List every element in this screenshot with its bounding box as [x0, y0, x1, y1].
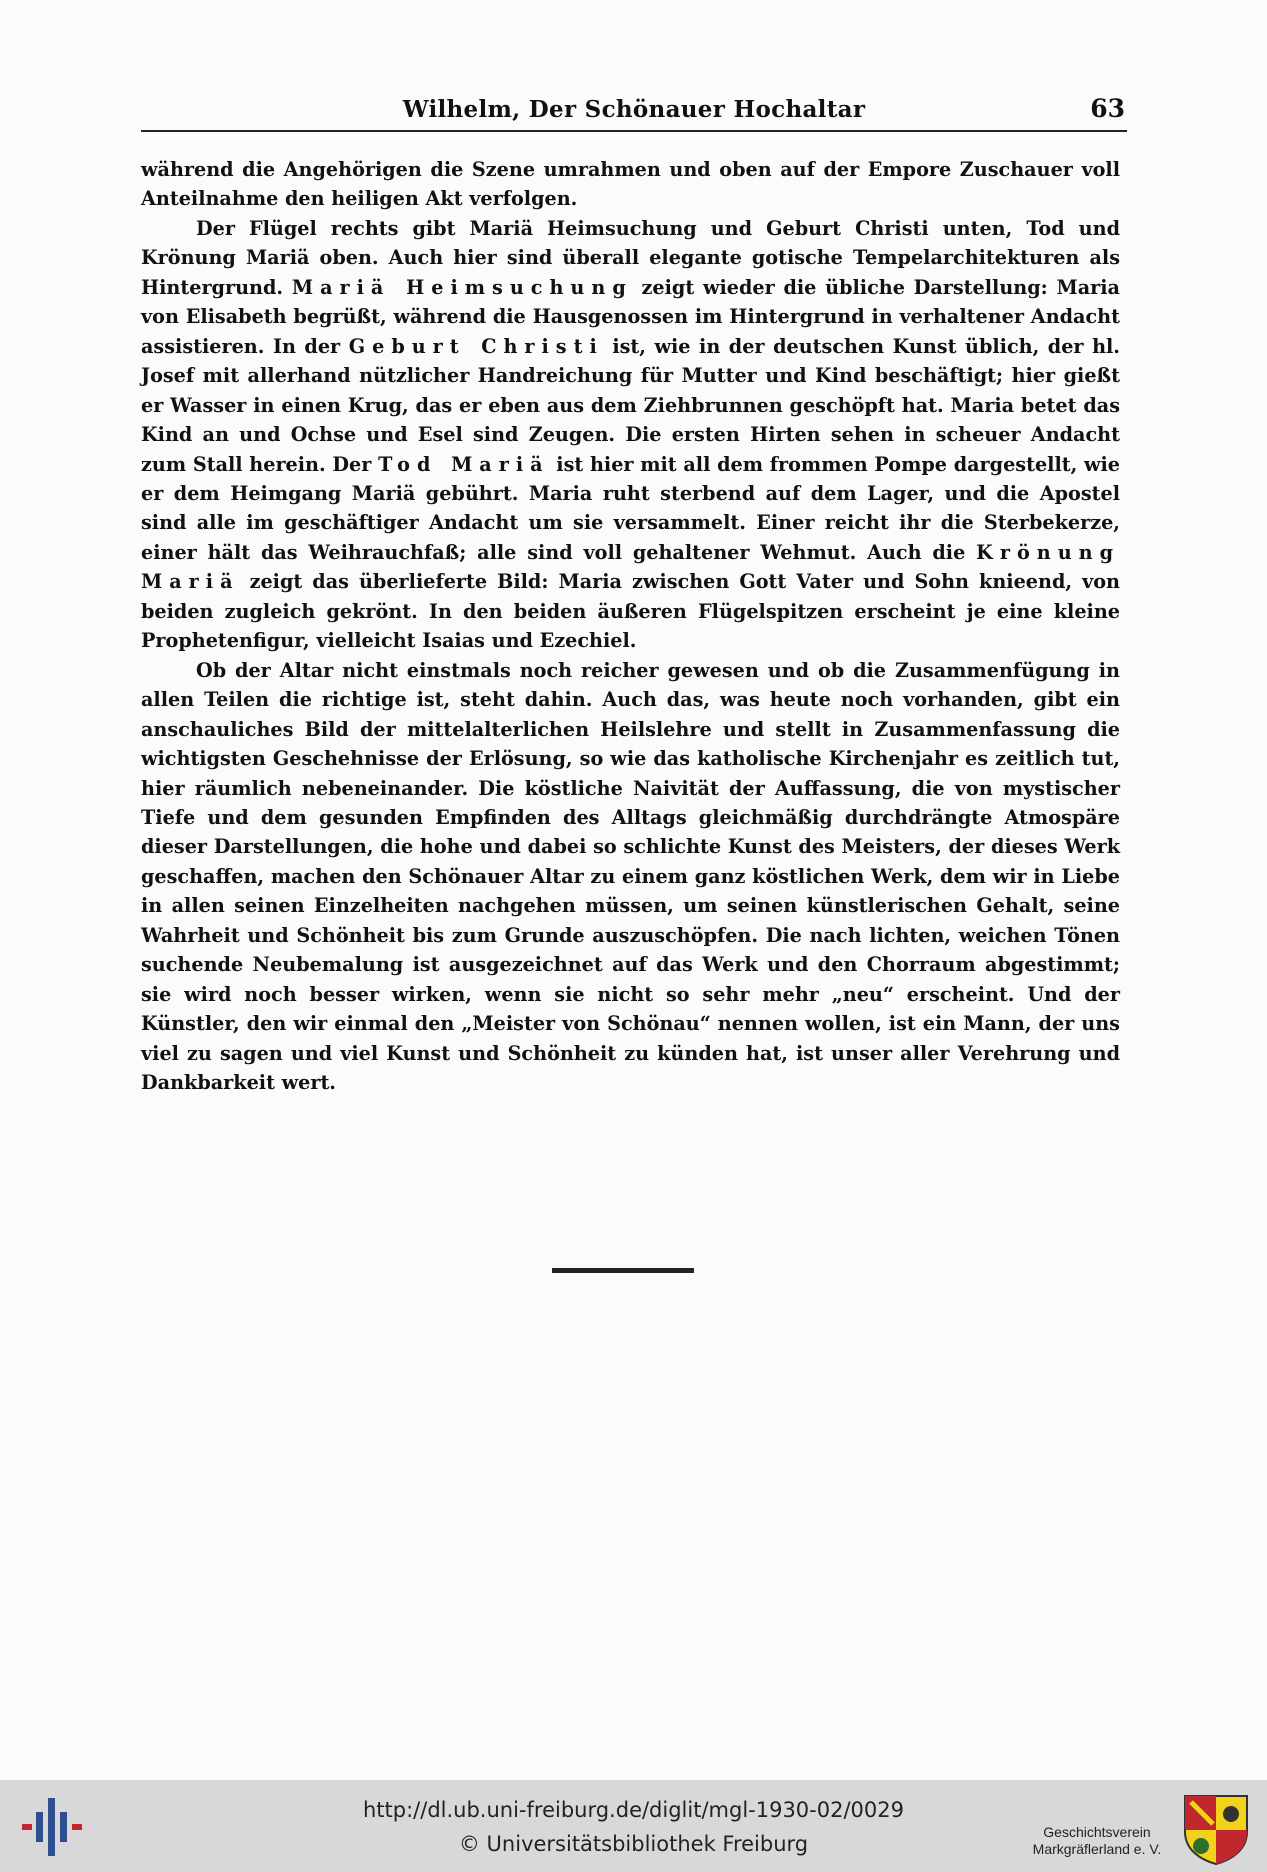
paragraph-3-text: Ob der Altar nicht einstmals noch reicher gewesen und ob die Zusammenfügung in allen Teilen die richtige ist, steht dahin. Auch das, was heute noch vorhanden, gibt ein anschauliches Bild der mittelalterlichen Heilslehre und stellt in Zusammenfassung die wichtigsten Geschehnisse der Erlösung, so wie das katholische Kirchenjahr es zeitlich tut, hier räumlich nebeneinander. Die köstliche Naivität der Auffassung, die von mystischer Tiefe und dem gesunden Empfinden des Alltags gleichmäßig durchdrängte Atmospäre dieser Darstellungen, die hohe und dabei so schlichte Kunst des Meisters, der dieses Werk geschaffen, machen den Schönauer Altar zu einem ganz köstlichen Werk, dem wir in Liebe in allen seinen Einzelheiten nachgehen müssen, um seinen künstlerischen Gehalt, seine Wahrheit und Schönheit bis zum Grunde auszuschöpfen. Die nach lichten, weichen Tönen suchende Neubemalung ist ausgezeichnet auf das Werk und den Chorraum abgestimmt; sie wird noch besser wirken, wenn sie nicht so sehr mehr „neu“ erscheint. Und der Künstler, den wir einmal den „Meister von Schönau“ nennen wollen, ist ein Mann, der uns viel zu sagen und viel Kunst und Schönheit zu künden hat, ist unser aller Verehrung und Dankbarkeit wert. [141, 658, 1120, 1095]
society-line-2: Markgräflerland e. V. [1032, 1841, 1162, 1857]
running-title: Wilhelm, Der Schönauer Hochaltar [402, 96, 866, 123]
paragraph-3 [141, 656, 1120, 1098]
p2-part-b: zeigt wieder die übliche Darstellung: Maria von Elisabeth begrüßt, während die Hausgenossen im Hintergrund in verhaltener Andacht assistieren. In der [141, 275, 1120, 358]
p2-part-e: zeigt das überlieferte Bild: Maria zwischen Gott Vater und Sohn knieend, von beiden zugleich gekrönt. In den beiden äußeren Flügelspitzen erscheint je eine kleine Prophetenfigur, vielleicht Isaias und Ezechiel. [141, 570, 1120, 653]
paragraph-1-text: während die Angehörigen die Szene umrahmen und oben auf der Empore Zuschauer voll Anteilnahme den heiligen Akt verfolgen. [141, 158, 1120, 211]
spaced-heading-kroenung: Krönung Mariä [141, 540, 1121, 594]
p2-part-c: ist, wie in der deutschen Kunst üblich, der hl. Josef mit allerhand nützlicher Handreichung für Mutter und Kind beschäftigt; hier gießt er Wasser in einen Krug, das er eben aus dem Ziehbrunnen geschöpft hat. Maria betet das Kind an und Ochse und Esel sind Zeugen. Die ersten Hirten sehen in scheuer Andacht zum Stall herein. Der [141, 334, 1120, 476]
copyright-notice: © Universitätsbibliothek Freiburg [458, 1832, 809, 1856]
end-separator-rule [552, 1268, 694, 1273]
spaced-heading-tod: Tod Mariä [378, 452, 550, 476]
society-line-1: Geschichtsverein [1043, 1824, 1151, 1840]
viewer-footer [0, 1780, 1267, 1872]
paragraph-2 [141, 214, 1120, 656]
spaced-heading-geburt: Geburt Christi [348, 334, 604, 358]
paragraph-1 [141, 155, 1120, 214]
body-text [141, 155, 1120, 1098]
p2-part-d: ist hier mit all dem frommen Pompe dargestellt, wie er dem Heimgang Mariä gebührt. Maria ruht sterbend auf dem Lager, und die Apostel sind alle im geschäftiger Andacht um sie versammelt. Einer reicht ihr die Sterbekerze, einer hält das Weihrauchfaß; alle sind voll gehaltener Wehmut. Auch die [141, 452, 1120, 564]
coat-of-arms-icon[interactable] [1183, 1794, 1249, 1866]
page-number: 63 [1090, 94, 1125, 123]
permalink-url[interactable]: http://dl.ub.uni-freiburg.de/diglit/mgl-1930-02/0029 [362, 1798, 904, 1822]
spaced-heading-heimsuchung: Mariä Heimsuchung [291, 275, 633, 299]
running-head [141, 96, 1127, 132]
p2-part-a: Der Flügel rechts gibt Mariä Heimsuchung und Geburt Christi unten, Tod und Krönung Mariä oben. Auch hier sind überall elegante gotische Tempelarchitekturen als Hintergrund. [141, 216, 1120, 299]
society-name[interactable] [1022, 1824, 1172, 1858]
